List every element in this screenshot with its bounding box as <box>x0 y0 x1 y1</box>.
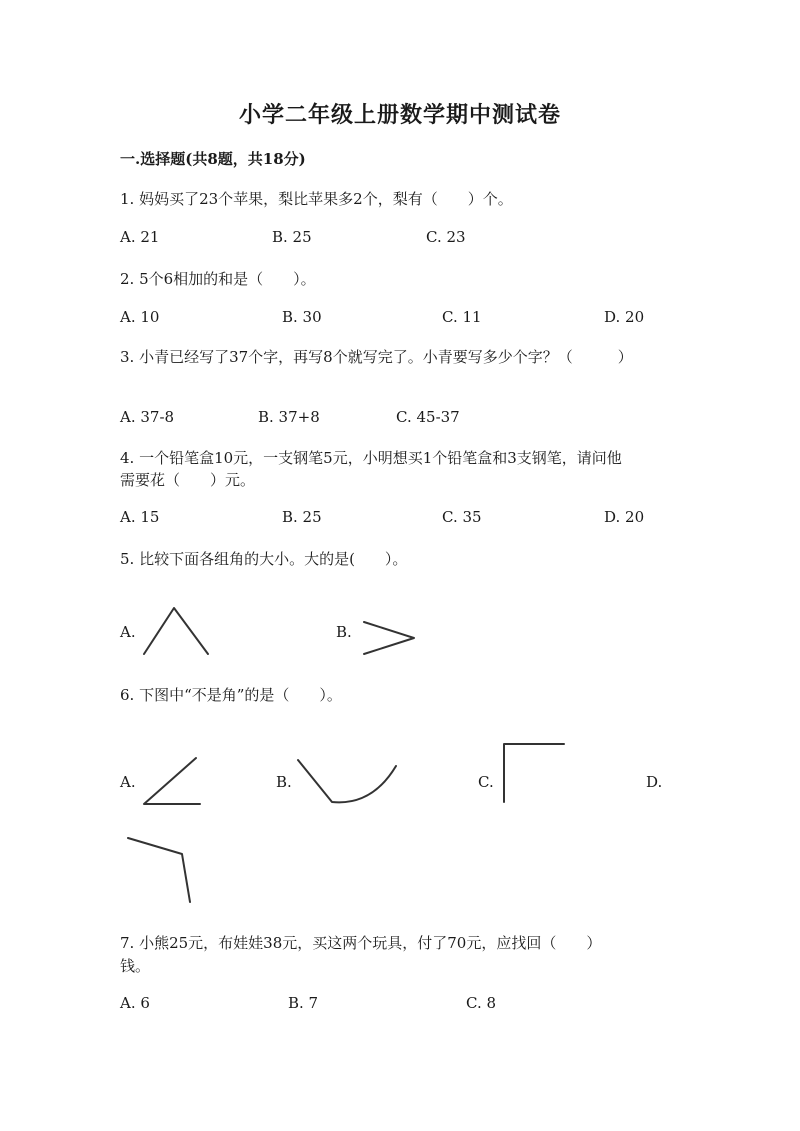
q7-option-c[interactable]: C. 8 <box>466 994 497 1012</box>
q4-option-b[interactable]: B. 25 <box>282 508 322 526</box>
q3-option-c[interactable]: C. 45-37 <box>396 408 460 426</box>
question-1: 1. 妈妈买了23个苹果，梨比苹果多2个，梨有（ ）个。 <box>120 190 513 208</box>
q5-angle-b-figure <box>358 618 420 658</box>
q3-option-b[interactable]: B. 37+8 <box>258 408 320 426</box>
q5-angle-a-figure <box>140 604 212 658</box>
question-3: 3. 小青已经写了37个字，再写8个就写完了。小青要写多少个字？（ ） <box>120 348 633 366</box>
section-heading: 一.选择题(共8题，共18分) <box>120 150 306 168</box>
q1-option-b[interactable]: B. 25 <box>272 228 312 246</box>
q6-curve-b-figure <box>292 754 404 810</box>
q6-option-a[interactable]: A. <box>120 773 136 791</box>
q4-option-a[interactable]: A. 15 <box>120 508 160 526</box>
q6-angle-a-figure <box>138 754 204 810</box>
q3-option-a[interactable]: A. 37-8 <box>120 408 175 426</box>
q6-angle-c-figure <box>500 740 570 806</box>
q5-option-b[interactable]: B. <box>336 623 352 641</box>
question-4-line-2: 需要花（ ）元。 <box>120 471 256 489</box>
question-7-line-2: 钱。 <box>120 957 151 975</box>
q7-option-a[interactable]: A. 6 <box>120 994 150 1012</box>
question-6: 6. 下图中“不是角”的是（ ）。 <box>120 686 342 704</box>
q2-option-c[interactable]: C. 11 <box>442 308 482 326</box>
q6-option-b[interactable]: B. <box>276 773 292 791</box>
question-4-line-1: 4. 一个铅笔盒10元，一支钢笔5元，小明想买1个铅笔盒和3支钢笔，请问他 <box>120 449 622 467</box>
q6-option-c[interactable]: C. <box>478 773 494 791</box>
question-7-line-1: 7. 小熊25元，布娃娃38元，买这两个玩具，付了70元，应找回（ ） <box>120 934 602 952</box>
question-2: 2. 5个6相加的和是（ ）。 <box>120 270 316 288</box>
page-title: 小学二年级上册数学期中测试卷 <box>238 102 561 128</box>
q2-option-d[interactable]: D. 20 <box>604 308 645 326</box>
q2-option-a[interactable]: A. 10 <box>120 308 160 326</box>
q2-option-b[interactable]: B. 30 <box>282 308 322 326</box>
q5-option-a[interactable]: A. <box>120 623 136 641</box>
q1-option-c[interactable]: C. 23 <box>426 228 466 246</box>
q6-option-d[interactable]: D. <box>646 773 663 791</box>
question-5: 5. 比较下面各组角的大小。大的是( ）。 <box>120 550 408 568</box>
q4-option-d[interactable]: D. 20 <box>604 508 645 526</box>
q1-option-a[interactable]: A. 21 <box>120 228 160 246</box>
q4-option-c[interactable]: C. 35 <box>442 508 482 526</box>
q7-option-b[interactable]: B. 7 <box>288 994 319 1012</box>
q6-angle-d-figure <box>124 834 196 906</box>
